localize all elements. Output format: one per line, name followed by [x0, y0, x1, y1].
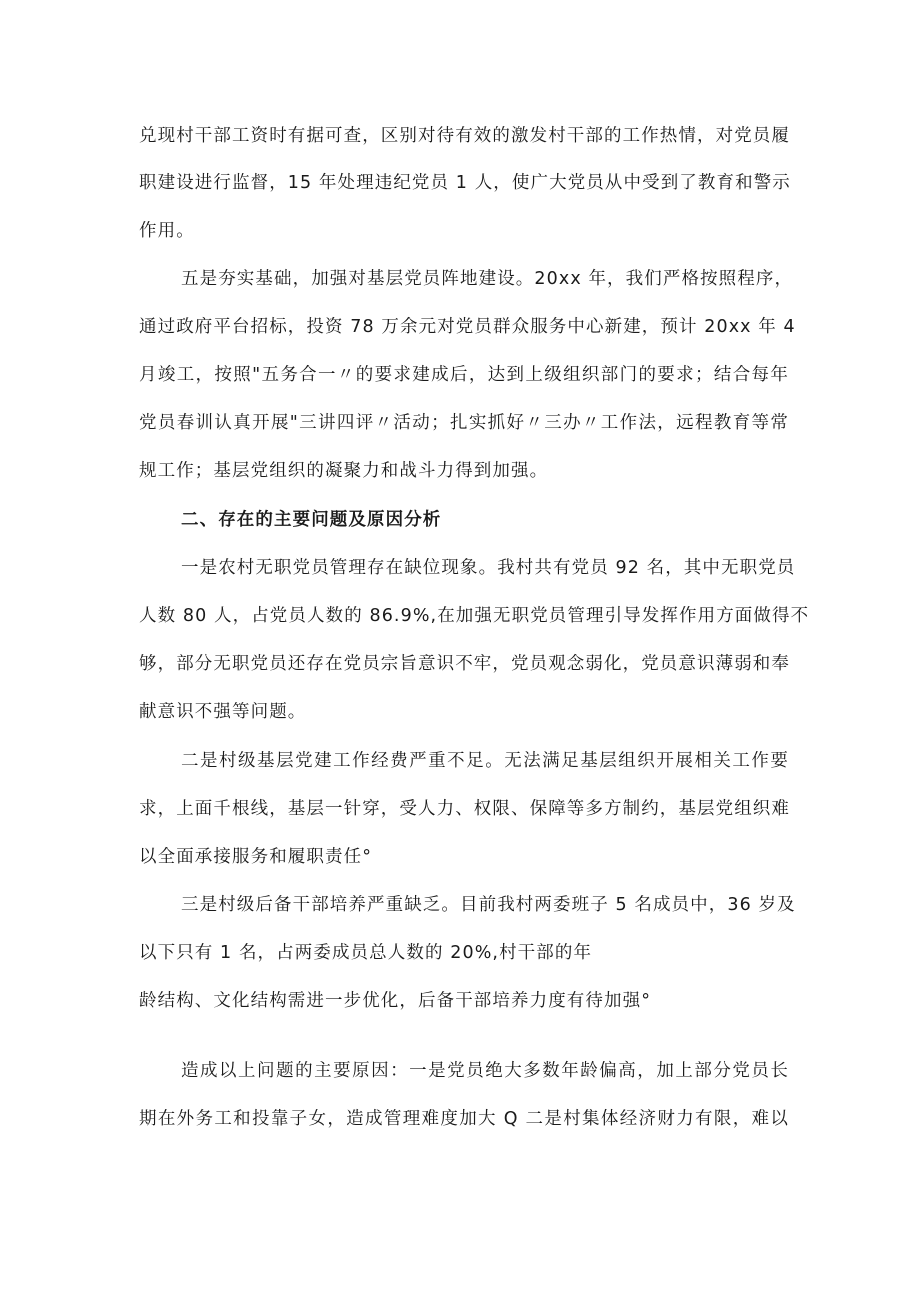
- paragraph-1-line-2: 职建设进行监督，15 年处理违纪党员 1 人，使广大党员从中受到了教育和警示: [139, 173, 791, 193]
- paragraph-3-line-1: 一是农村无职党员管理存在缺位现象。我村共有党员 92 名，其中无职党员: [181, 558, 796, 578]
- paragraph-2-line-5: 规工作；基层党组织的凝聚力和战斗力得到加强。: [139, 461, 549, 481]
- paragraph-4-line-1: 二是村级基层党建工作经费严重不足。无法满足基层组织开展相关工作要: [181, 751, 789, 771]
- paragraph-2-line-2: 通过政府平台招标，投资 78 万余元对党员群众服务中心新建，预计 20xx 年 4: [139, 317, 796, 337]
- paragraph-4-line-2: 求，上面千根线，基层一针穿，受人力、权限、保障等多方制约，基层党组织难: [139, 799, 790, 819]
- paragraph-2-line-4: 党员春训认真开展"三讲四评〃活动；扎实抓好〃三办〃工作法，远程教育等常: [139, 413, 789, 433]
- section-heading: 二、存在的主要问题及原因分析: [181, 510, 442, 530]
- paragraph-2-line-1: 五是夯实基础，加强对基层党员阵地建设。20xx 年，我们严格按照程序，: [181, 269, 794, 289]
- paragraph-4-line-3: 以全面承接服务和履职责任°: [139, 847, 373, 867]
- paragraph-5-line-1: 三是村级后备干部培养严重缺乏。目前我村两委班子 5 名成员中，36 岁及: [181, 895, 796, 915]
- paragraph-2-line-3: 月竣工，按照"五务合一〃的要求建成后，达到上级组织部门的要求；结合每年: [139, 365, 789, 385]
- paragraph-5-line-2: 以下只有 1 名，占两委成员总人数的 20%,村干部的年: [139, 943, 593, 963]
- paragraph-3-line-2: 人数 80 人，占党员人数的 86.9%,在加强无职党员管理引导发挥作用方面做得不: [139, 606, 810, 626]
- paragraph-1-line-3: 作用。: [139, 221, 195, 241]
- paragraph-3-line-3: 够，部分无职党员还存在党员宗旨意识不牢，党员观念弱化，党员意识薄弱和奉: [139, 654, 790, 674]
- paragraph-3-line-4: 献意识不强等问题。: [139, 702, 307, 722]
- paragraph-6-line-1: 造成以上问题的主要原因：一是党员绝大多数年龄偏高，加上部分党员长: [181, 1061, 789, 1081]
- paragraph-5-line-3: 龄结构、文化结构需进一步优化，后备干部培养力度有待加强°: [139, 991, 652, 1011]
- paragraph-1-line-1: 兑现村干部工资时有据可查，区别对待有效的激发村干部的工作热情，对党员履: [139, 126, 790, 146]
- paragraph-6-line-2: 期在外务工和投靠子女，造成管理难度加大 Q 二是村集体经济财力有限，难以: [139, 1109, 789, 1129]
